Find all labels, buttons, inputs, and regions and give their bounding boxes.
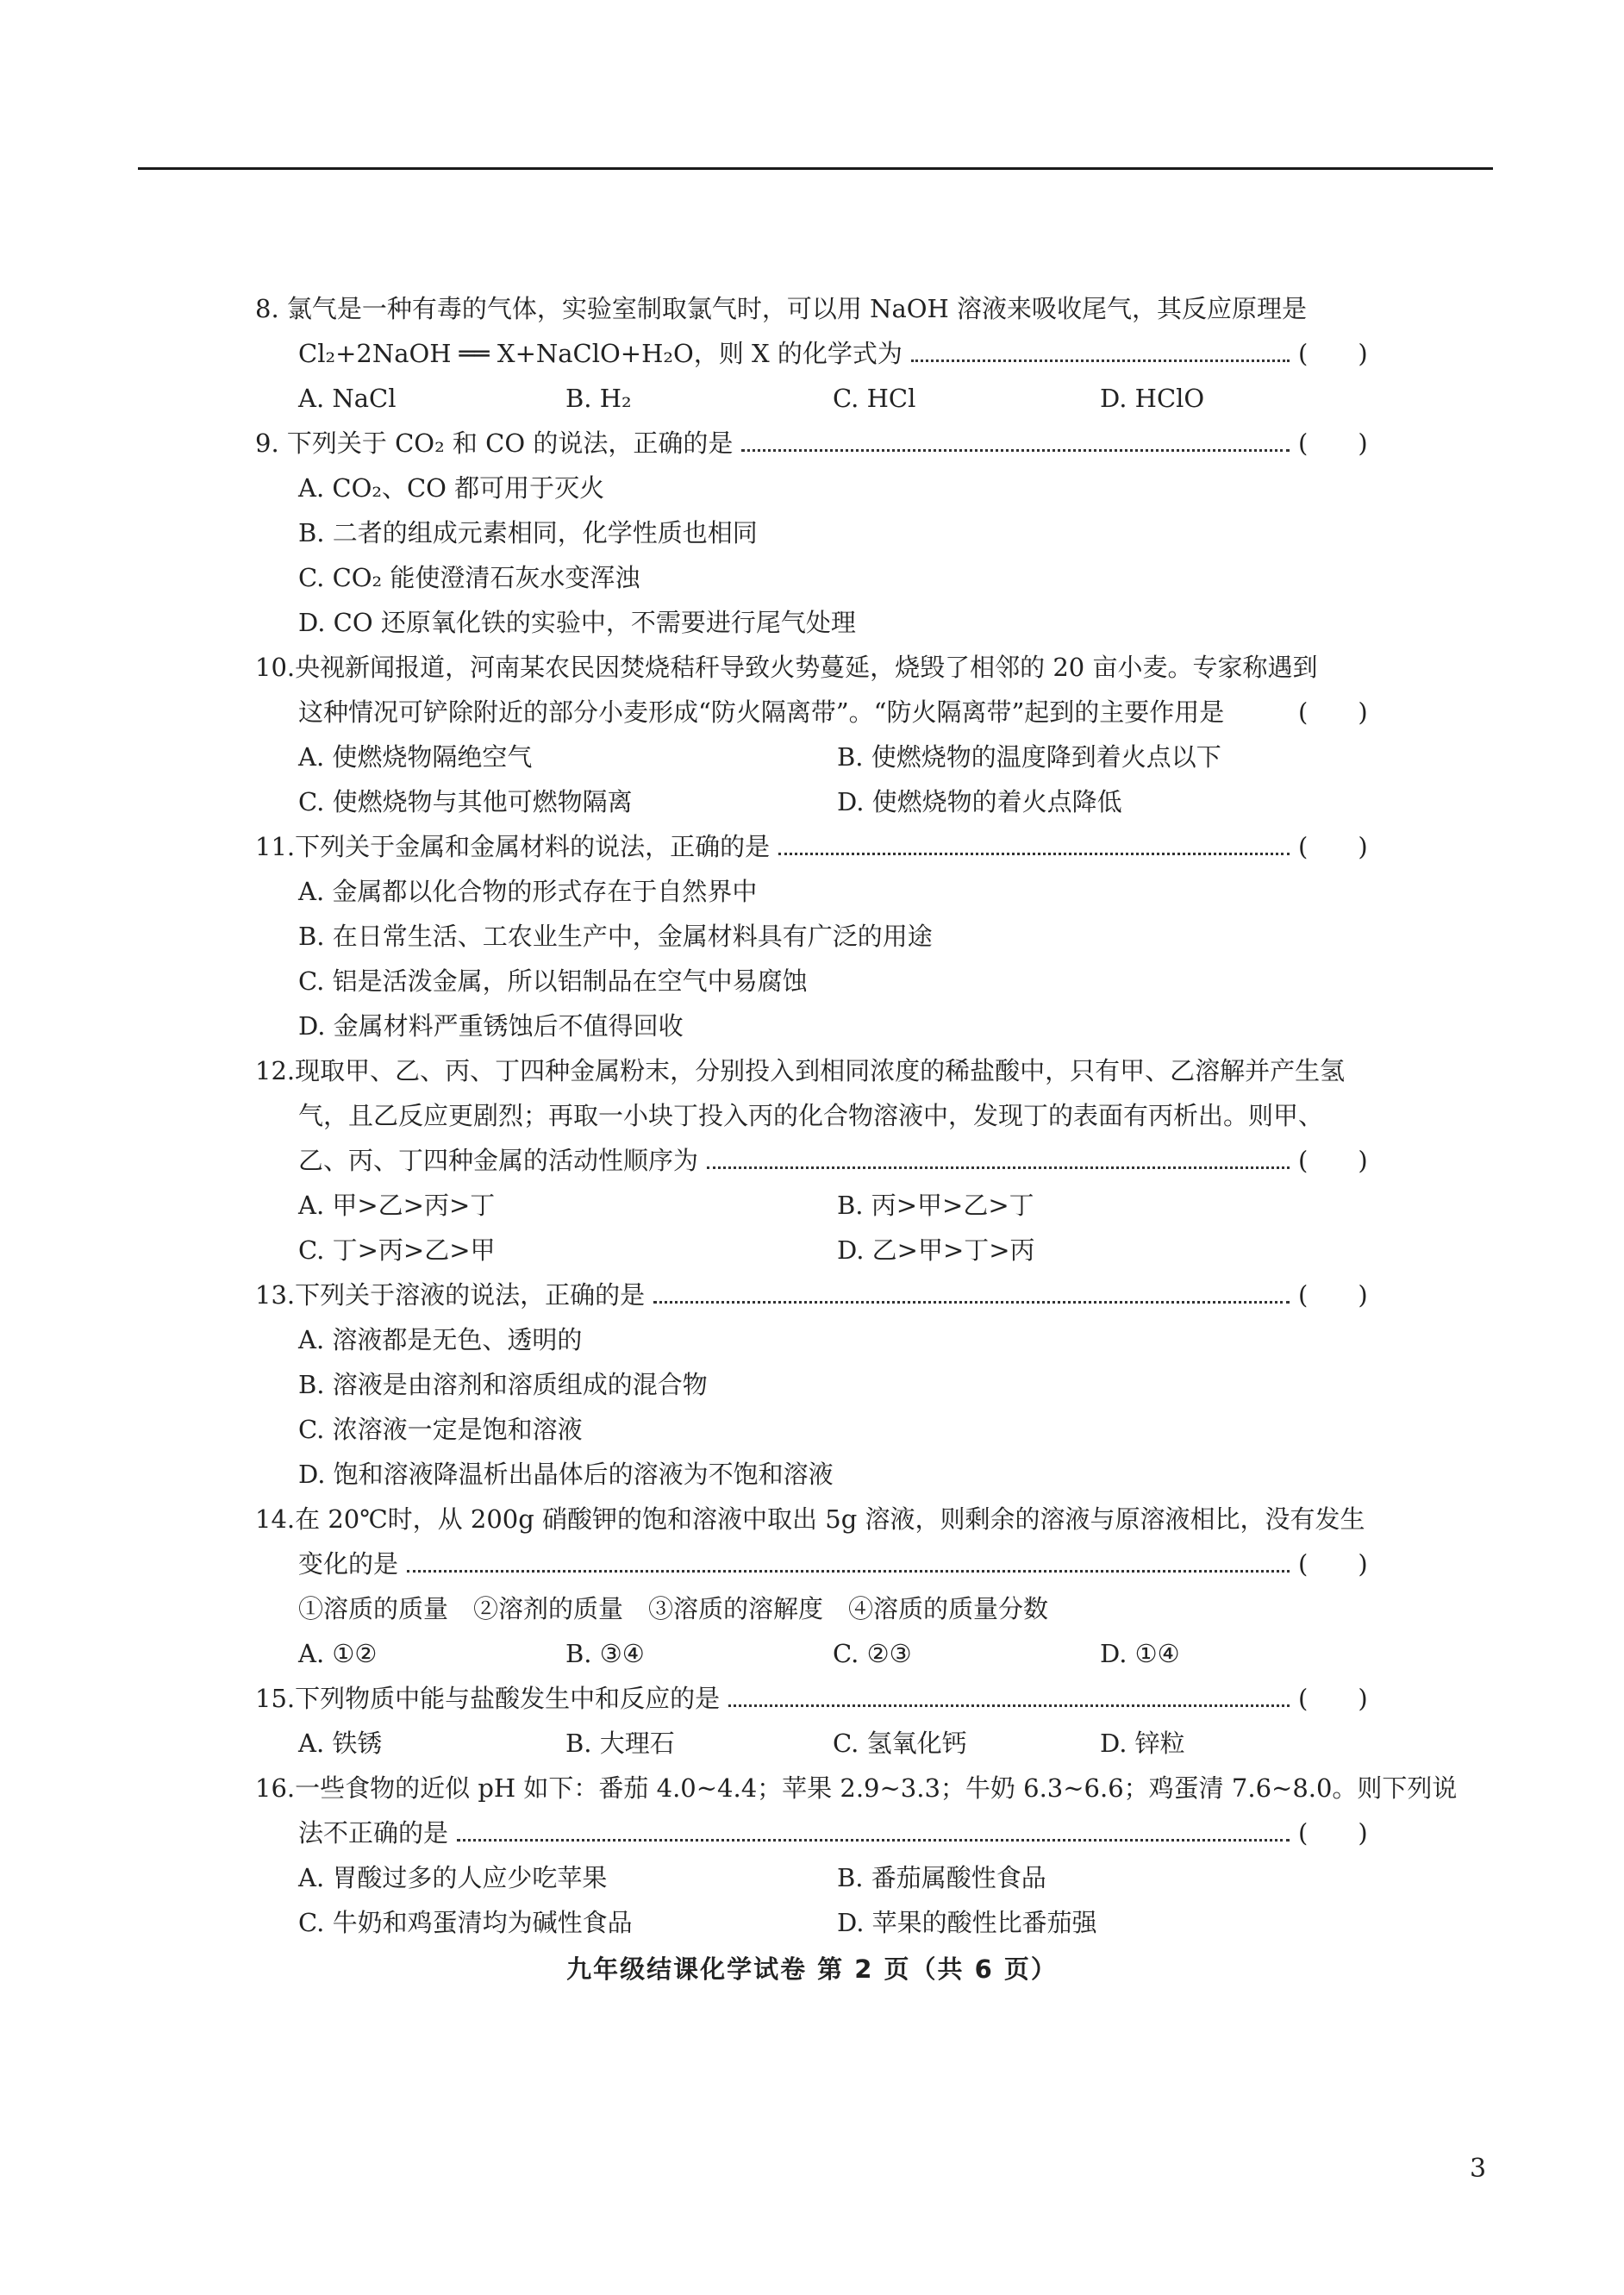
option-a: A. 胃酸过多的人应少吃苹果 [298, 1863, 608, 1892]
dot-leader [911, 360, 1290, 362]
q14-line1: 14.在 20℃时，从 200g 硝酸钾的饱和溶液中取出 5g 溶液，则剩余的溶液与原溶液相比，没有发生 [255, 1504, 1365, 1534]
q12-line1: 12.现取甲、乙、丙、丁四种金属粉末，分别投入到相同浓度的稀盐酸中，只有甲、乙溶解并产生氢 [255, 1056, 1346, 1085]
answer-paren: ( ) [1298, 1684, 1368, 1713]
page-footer: 九年级结课化学试卷 第 2 页（共 6 页） [566, 1954, 1058, 1984]
answer-paren: ( ) [1298, 339, 1368, 368]
q12-line3 [255, 1138, 1376, 1183]
q12-options-row1 [255, 1183, 1376, 1228]
option-c: C. 丁>丙>乙>甲 [298, 1235, 496, 1265]
q16-options-row1 [255, 1855, 1376, 1900]
q15-options [255, 1721, 1376, 1766]
q8-options [255, 376, 1376, 421]
option-b: B. 番茄属酸性食品 [837, 1863, 1046, 1892]
q16-options-row2 [255, 1900, 1376, 1945]
option-a: A. 甲>乙>丙>丁 [298, 1191, 496, 1220]
answer-paren: ( ) [1298, 1818, 1368, 1848]
q10-options-row2 [255, 779, 1376, 824]
top-rule [138, 167, 1493, 170]
option-b: B. 丙>甲>乙>丁 [837, 1191, 1034, 1220]
q10-line1: 10.央视新闻报道，河南某农民因焚烧秸秆导致火势蔓延，烧毁了相邻的 20 亩小麦。专家称遇到 [255, 653, 1318, 682]
answer-paren: ( ) [1298, 832, 1368, 861]
option-c: C. 铝是活泼金属，所以铝制品在空气中易腐蚀 [298, 966, 808, 996]
option-c: C. 使燃烧物与其他可燃物隔离 [298, 787, 633, 816]
answer-paren: ( ) [1298, 697, 1368, 727]
q14-line2 [255, 1541, 1376, 1586]
q11-line1 [255, 824, 1376, 869]
option-d: D. 锌粒 [1100, 1729, 1185, 1758]
q8-line2 [255, 331, 1376, 376]
option-a: A. ①② [298, 1639, 378, 1668]
q12-stem: 乙、丙、丁四种金属的活动性顺序为 [298, 1146, 699, 1175]
option-b: B. H₂ [565, 384, 632, 413]
option-c: C. ②③ [833, 1639, 912, 1668]
answer-paren: ( ) [1298, 1280, 1368, 1310]
option-b: B. 使燃烧物的温度降到着火点以下 [837, 742, 1221, 772]
answer-paren: ( ) [1298, 1549, 1368, 1579]
option-d: D. HClO [1100, 384, 1205, 413]
q9-stem: 9. 下列关于 CO₂ 和 CO 的说法，正确的是 [255, 428, 734, 458]
option-a: A. CO₂、CO 都可用于灭火 [298, 473, 605, 503]
q8-stem: Cl₂+2NaOH ══ X+NaClO+H₂O，则 X 的化学式为 [298, 339, 903, 368]
q12-options-row2 [255, 1228, 1376, 1273]
q10-options-row1 [255, 735, 1376, 779]
option-a: A. 使燃烧物隔绝空气 [298, 742, 533, 772]
option-b: B. 二者的组成元素相同，化学性质也相同 [298, 518, 758, 547]
q14-stem: 变化的是 [298, 1549, 399, 1579]
q14-items: ①溶质的质量 ②溶剂的质量 ③溶质的溶解度 ④溶质的质量分数 [298, 1594, 1049, 1623]
q13-stem: 13.下列关于溶液的说法，正确的是 [255, 1280, 646, 1310]
q10-stem: 这种情况可铲除附近的部分小麦形成“防火隔离带”。“防火隔离带”起到的主要作用是 [298, 697, 1225, 727]
dot-leader [778, 853, 1290, 855]
option-b: B. ③④ [565, 1639, 645, 1668]
option-d: D. 使燃烧物的着火点降低 [837, 787, 1122, 816]
dot-leader [728, 1704, 1290, 1707]
option-c: C. HCl [833, 384, 916, 413]
option-c: C. 牛奶和鸡蛋清均为碱性食品 [298, 1908, 633, 1937]
option-b: B. 在日常生活、工农业生产中，金属材料具有广泛的用途 [298, 922, 933, 951]
option-c: C. 浓溶液一定是饱和溶液 [298, 1415, 583, 1444]
option-d: D. 苹果的酸性比番茄强 [837, 1908, 1097, 1937]
option-a: A. NaCl [298, 384, 397, 413]
option-d: D. 饱和溶液降温析出晶体后的溶液为不饱和溶液 [298, 1460, 834, 1489]
option-a: A. 金属都以化合物的形式存在于自然界中 [298, 877, 758, 906]
q16-stem: 法不正确的是 [298, 1818, 449, 1848]
q15-stem: 15.下列物质中能与盐酸发生中和反应的是 [255, 1684, 721, 1713]
option-b: B. 溶液是由溶剂和溶质组成的混合物 [298, 1370, 708, 1399]
q16-line2 [255, 1810, 1376, 1855]
option-c: C. 氢氧化钙 [833, 1729, 967, 1758]
answer-paren: ( ) [1298, 1146, 1368, 1175]
option-c: C. CO₂ 能使澄清石灰水变浑浊 [298, 563, 640, 592]
question-list [255, 286, 1458, 1945]
dot-leader [707, 1166, 1290, 1169]
q13-line1 [255, 1273, 1376, 1317]
q10-line2 [255, 690, 1376, 735]
q16-line1: 16.一些食物的近似 pH 如下：番茄 4.0~4.4；苹果 2.9~3.3；牛奶 6.3~6.6；鸡蛋清 7.6~8.0。则下列说 [255, 1773, 1458, 1803]
option-b: B. 大理石 [565, 1729, 675, 1758]
option-d: D. 乙>甲>丁>丙 [837, 1235, 1035, 1265]
page-number: 3 [1470, 2154, 1487, 2184]
dot-leader [457, 1839, 1290, 1842]
q15-line1 [255, 1676, 1376, 1721]
dot-leader [407, 1570, 1290, 1573]
dot-leader [653, 1301, 1290, 1304]
option-a: A. 溶液都是无色、透明的 [298, 1325, 583, 1354]
option-d: D. CO 还原氧化铁的实验中，不需要进行尾气处理 [298, 608, 856, 637]
option-d: D. ①④ [1100, 1639, 1180, 1668]
q8-line1: 8. 氯气是一种有毒的气体，实验室制取氯气时，可以用 NaOH 溶液来吸收尾气，其反应原理是 [255, 294, 1308, 323]
q11-stem: 11.下列关于金属和金属材料的说法，正确的是 [255, 832, 771, 861]
answer-paren: ( ) [1298, 428, 1368, 458]
q12-line2: 气，且乙反应更剧烈；再取一小块丁投入丙的化合物溶液中，发现丁的表面有丙析出。则甲、 [298, 1101, 1324, 1130]
q9-line1 [255, 421, 1376, 466]
option-d: D. 金属材料严重锈蚀后不值得回收 [298, 1011, 684, 1041]
option-a: A. 铁锈 [298, 1729, 383, 1758]
dot-leader [741, 449, 1290, 452]
q14-options [255, 1631, 1376, 1676]
